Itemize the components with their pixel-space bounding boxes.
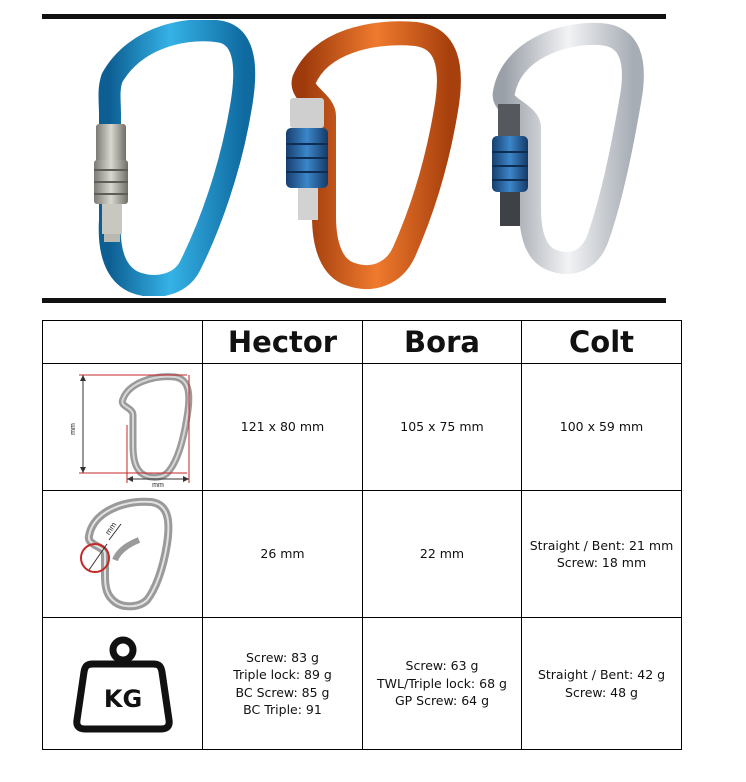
top-divider-rule	[42, 14, 666, 19]
table-header-row	[43, 321, 682, 364]
dimensions-hector: 121 x 80 mm	[203, 364, 363, 491]
carabiner-product-photo	[42, 20, 666, 296]
header-blank-cell	[43, 321, 203, 364]
hector-carabiner	[94, 30, 244, 286]
gate-opening-icon-cell	[43, 491, 203, 618]
gate-opening-bora: 22 mm	[363, 491, 522, 618]
table-row-dimensions	[43, 364, 682, 491]
dimensions-bora: 105 x 75 mm	[363, 364, 522, 491]
carabiner-dimensions-icon	[53, 365, 193, 489]
colt-carabiner	[492, 34, 633, 263]
height-mm-label: mm	[69, 423, 77, 435]
bora-carabiner	[286, 33, 449, 277]
product-name-colt: Colt	[522, 321, 682, 364]
weight-hector: Screw: 83 g Triple lock: 89 g BC Screw: 85 g BC Triple: 91	[203, 618, 363, 750]
comparison-table	[42, 320, 682, 750]
gate-opening-hector: 26 mm	[203, 491, 363, 618]
bottom-divider-rule	[42, 298, 666, 303]
table-row-weight	[43, 618, 682, 750]
table-row-gate-opening	[43, 491, 682, 618]
product-name-bora: Bora	[363, 321, 522, 364]
width-mm-label: mm	[151, 482, 164, 489]
product-name-hector: Hector	[203, 321, 363, 364]
weight-colt: Straight / Bent: 42 g Screw: 48 g	[522, 618, 682, 750]
weight-bora: Screw: 63 g TWL/Triple lock: 68 g GP Screw: 64 g	[363, 618, 522, 750]
gate-opening-colt: Straight / Bent: 21 mm Screw: 18 mm	[522, 491, 682, 618]
carabiner-gate-opening-icon	[63, 494, 183, 614]
dimensions-icon-cell	[43, 364, 203, 491]
gate-mm-label: mm	[102, 520, 118, 537]
dimensions-colt: 100 x 59 mm	[522, 364, 682, 491]
weight-icon-cell	[43, 618, 203, 750]
weight-kg-icon	[73, 634, 173, 734]
kg-label: KG	[103, 684, 142, 713]
